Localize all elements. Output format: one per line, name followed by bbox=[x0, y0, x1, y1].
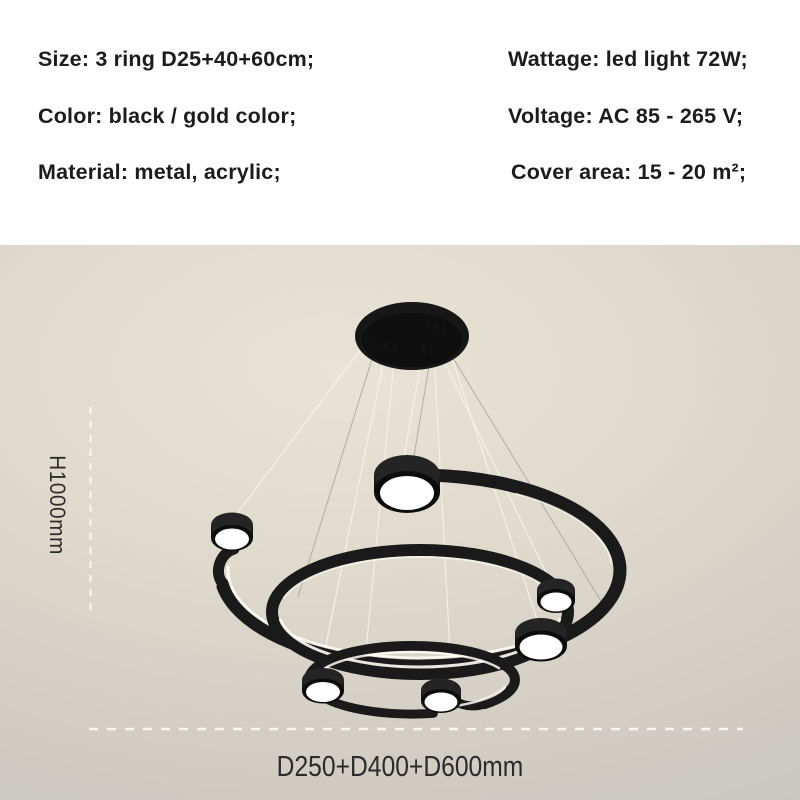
led-lamp-right-upper bbox=[537, 579, 575, 614]
ceiling-canopy bbox=[355, 302, 469, 370]
spec-size: Size: 3 ring D25+40+60cm; bbox=[38, 47, 315, 71]
spec-band bbox=[0, 0, 800, 245]
product-photo bbox=[0, 245, 800, 800]
lamp-led-face bbox=[425, 693, 458, 712]
spec-material: Material: metal, acrylic; bbox=[38, 160, 281, 184]
lamp-led-face bbox=[306, 682, 340, 702]
lamp-led-face bbox=[541, 593, 572, 612]
ring-large-end-hook bbox=[218, 549, 234, 586]
suspension-wire bbox=[412, 354, 431, 468]
lamp-led-face bbox=[215, 529, 249, 550]
height-dimension-label: H1000mm bbox=[45, 455, 70, 555]
ring-small-bottom-segment bbox=[323, 697, 434, 714]
lamp-led-face bbox=[380, 476, 434, 510]
led-lamp-top bbox=[374, 455, 440, 513]
spec-color: Color: black / gold color; bbox=[38, 104, 297, 128]
lamp-led-face bbox=[520, 635, 563, 660]
chandelier-render bbox=[0, 245, 800, 800]
spec-voltage: Voltage: AC 85 - 265 V; bbox=[508, 104, 744, 128]
led-lamp-bottom-center bbox=[421, 679, 461, 714]
diameter-dimension-label: D250+D400+D600mm bbox=[276, 751, 524, 783]
spec-cover-area: Cover area: 15 - 20 m²; bbox=[511, 160, 747, 184]
suspension-wire bbox=[434, 352, 452, 690]
led-lamp-right-lower bbox=[515, 618, 567, 662]
suspension-wire bbox=[321, 349, 386, 670]
led-lamp-left bbox=[211, 513, 253, 552]
suspension-wire bbox=[233, 342, 366, 519]
led-lamp-bottom-left bbox=[302, 668, 344, 704]
spec-wattage: Wattage: led light 72W; bbox=[508, 47, 748, 71]
